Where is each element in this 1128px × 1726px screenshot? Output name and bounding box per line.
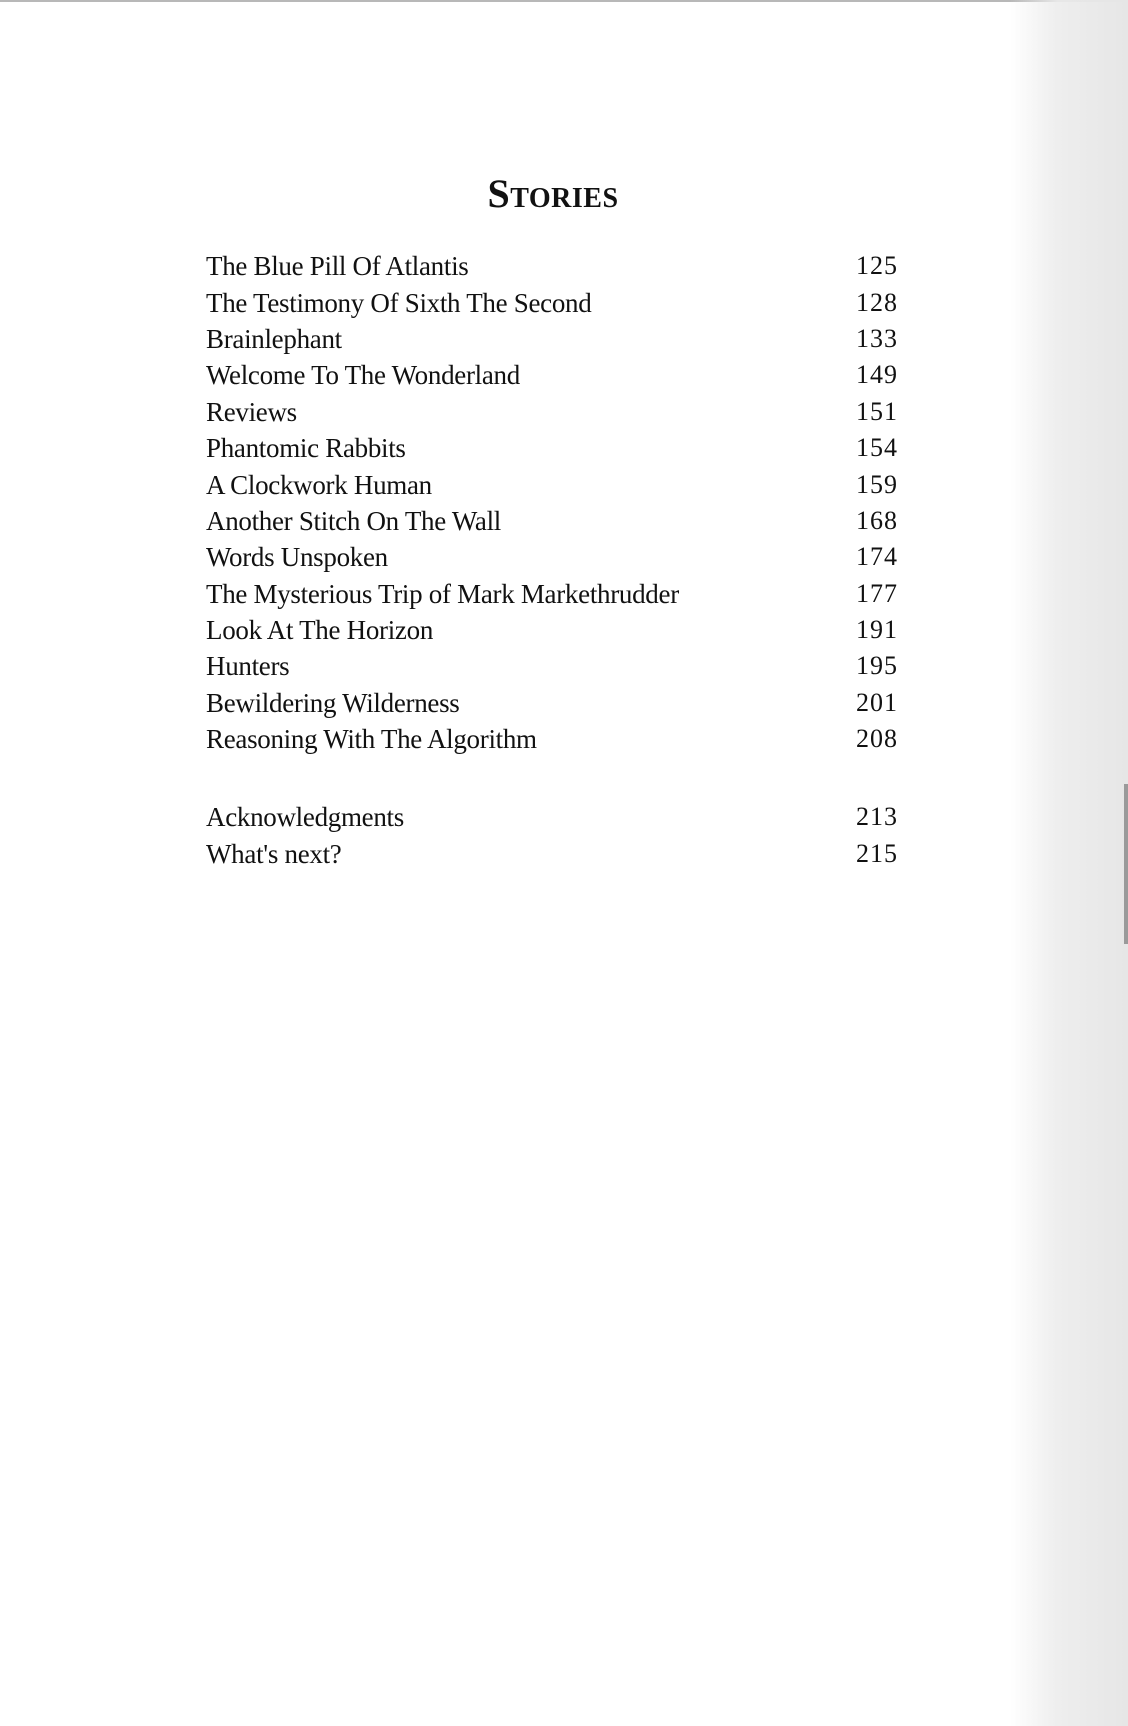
toc-entry-title: Look At The Horizon	[206, 615, 434, 646]
toc-entry-page: 177	[856, 578, 898, 608]
toc-entry[interactable]	[206, 466, 898, 502]
toc-entry[interactable]	[206, 648, 898, 684]
toc-entry-page: 159	[856, 469, 898, 499]
toc-entry[interactable]	[206, 685, 898, 721]
toc-entry-page: 168	[856, 505, 898, 535]
back-matter-list	[206, 799, 898, 872]
toc-entry-page: 213	[856, 802, 898, 832]
toc-entry-title: Bewildering Wilderness	[206, 687, 460, 718]
toc-entry[interactable]	[206, 248, 898, 284]
toc-entry-page: 201	[856, 687, 898, 717]
toc-entry-page: 195	[856, 651, 898, 681]
toc-entry-title: Reasoning With The Algorithm	[206, 724, 537, 755]
toc-entry[interactable]	[206, 576, 898, 612]
toc-entry-title: Reviews	[206, 396, 297, 427]
toc-entry-title: Acknowledgments	[206, 802, 404, 833]
toc-entry-title: Another Stitch On The Wall	[206, 505, 501, 536]
toc-entry-page: 191	[856, 615, 898, 645]
toc-entry[interactable]	[206, 284, 898, 320]
toc-entry-page: 133	[856, 323, 898, 353]
toc-entry[interactable]	[206, 612, 898, 648]
toc-entry[interactable]	[206, 321, 898, 357]
toc-entry[interactable]	[206, 357, 898, 393]
toc-entry-title: Hunters	[206, 651, 290, 682]
toc-entry-page: 215	[856, 838, 898, 868]
toc-entry-acknowledgments[interactable]	[206, 799, 898, 835]
toc-entry-title: The Mysterious Trip of Mark Markethrudder	[206, 578, 679, 609]
toc-entry-page: 154	[856, 433, 898, 463]
toc-entry-page: 149	[856, 360, 898, 390]
toc-entry-title: The Blue Pill Of Atlantis	[206, 251, 469, 282]
section-heading: Stories	[487, 171, 619, 216]
toc-entry-page: 125	[856, 251, 898, 281]
toc-entry-title: A Clockwork Human	[206, 469, 432, 500]
toc-entry[interactable]	[206, 503, 898, 539]
toc-list	[206, 248, 898, 757]
toc-entry-page: 208	[856, 724, 898, 754]
toc-entry-page: 151	[856, 396, 898, 426]
toc-entry-title: What's next?	[206, 838, 342, 869]
toc-entry[interactable]	[206, 394, 898, 430]
toc-entry-title: The Testimony Of Sixth The Second	[206, 287, 592, 318]
toc-entry[interactable]	[206, 539, 898, 575]
toc-entry-whats-next[interactable]	[206, 835, 898, 871]
toc-entry-title: Phantomic Rabbits	[206, 433, 406, 464]
toc-entry-title: Brainlephant	[206, 323, 342, 354]
toc-entry-page: 174	[856, 542, 898, 572]
toc-entry-page: 128	[856, 287, 898, 317]
toc-entry-title: Welcome To The Wonderland	[206, 360, 520, 391]
toc-entry-title: Words Unspoken	[206, 542, 388, 573]
toc-entry[interactable]	[206, 721, 898, 757]
toc-entry[interactable]	[206, 430, 898, 466]
